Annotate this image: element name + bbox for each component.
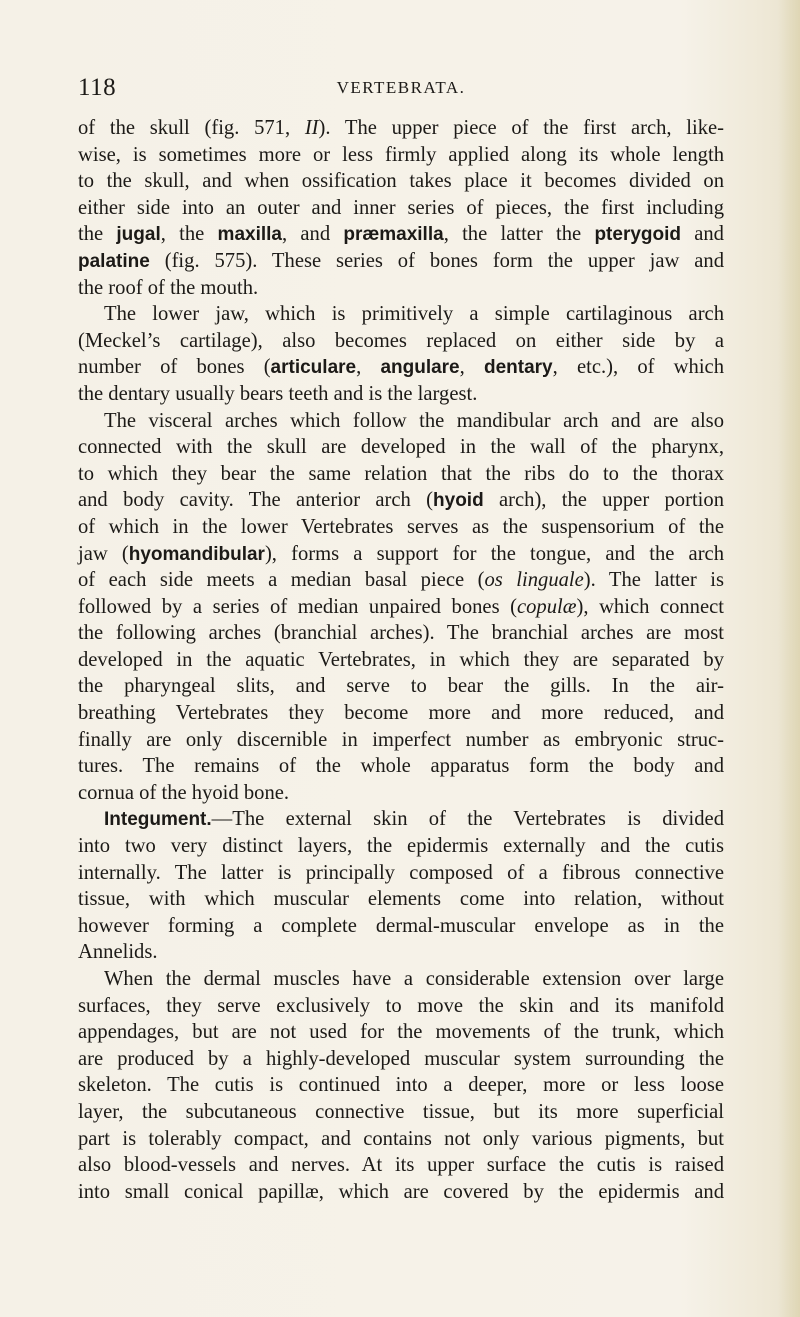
text-run: to the skull, and when ossification takes place it becomes divided on [78, 170, 724, 193]
text-run: however forming a complete dermal-muscular envelope as in the [78, 914, 724, 937]
bold-term: præmaxilla [343, 224, 444, 246]
text-line [78, 833, 724, 860]
text-run: appendages, but are not used for the movements of the trunk, which [78, 1021, 724, 1044]
text-run: internally. The latter is principally composed of a fibrous connective [78, 861, 724, 884]
text-line [78, 115, 724, 142]
text-line [78, 647, 724, 674]
bold-term: hyoid [433, 490, 484, 512]
text-run: to which they bear the same relation that the ribs do to the thorax [78, 462, 724, 485]
text-run: the [78, 223, 117, 246]
text-line [78, 1072, 724, 1099]
text-line [78, 195, 724, 222]
text-line [78, 541, 724, 568]
bold-term: angulare [380, 357, 460, 379]
text-run: part is tolerably compact, and contains not only various pigments, but [78, 1127, 724, 1150]
text-line [78, 354, 724, 381]
text-line [78, 860, 724, 887]
text-run: breathing Vertebrates they become more and more reduced, and [78, 702, 724, 725]
running-title: VERTEBRATA. [336, 78, 466, 97]
text-line [78, 913, 724, 940]
text-run: the following arches (branchial arches). The branchial arches are most [78, 622, 724, 645]
bold-term: jugal [116, 224, 161, 246]
text-line [78, 886, 724, 913]
text-run: ). The upper piece of the first arch, like- [318, 117, 724, 139]
text-line [78, 142, 724, 169]
text-line [78, 1046, 724, 1073]
text-line [78, 514, 724, 541]
text-line [78, 1126, 724, 1153]
text-line [78, 594, 724, 621]
italic-term: copulæ [517, 595, 577, 618]
text-line [78, 221, 724, 248]
text-run: also blood-vessels and nerves. At its upper surface the cutis is raised [78, 1154, 724, 1177]
text-line [78, 753, 724, 780]
text-line [78, 1099, 724, 1126]
text-line [78, 993, 724, 1020]
text-line [78, 487, 724, 514]
text-line [78, 461, 724, 488]
text-line [78, 1152, 724, 1179]
text-run: jaw ( [78, 542, 129, 565]
text-run: and [681, 223, 724, 246]
text-run: the roof of the mouth. [78, 276, 259, 299]
text-run: are produced by a highly-developed muscular system surrounding the [78, 1047, 724, 1070]
text-run: The lower jaw, which is primitively a simple cartilaginous arch [104, 303, 724, 326]
text-line [78, 1019, 724, 1046]
text-run: , [459, 356, 484, 379]
text-line [78, 381, 724, 408]
text-line [78, 1179, 724, 1206]
text-run: , etc.), of which [552, 356, 724, 379]
text-run: arch), the upper portion [483, 489, 724, 512]
text-run: cornua of the hyoid bone. [78, 781, 290, 804]
page-edge-shadow [778, 0, 800, 1317]
bold-term: palatine [78, 250, 150, 272]
text-line [78, 700, 724, 727]
text-line [78, 727, 724, 754]
bold-term: articulare [270, 357, 357, 379]
text-run: , and [281, 223, 344, 246]
text-run: tissue, with which muscular elements come into relation, without [78, 888, 724, 911]
text-line [78, 434, 724, 461]
text-run: ), forms a support for the tongue, and the arch [264, 542, 724, 565]
text-line [78, 806, 724, 833]
text-line [78, 939, 724, 966]
text-run: into two very distinct layers, the epidermis externally and the cutis [78, 835, 724, 858]
text-line [78, 248, 724, 275]
text-line [78, 275, 724, 302]
text-run: developed in the aquatic Vertebrates, in which they are separated by [78, 648, 724, 671]
text-run: the dentary usually bears teeth and is the largest. [78, 382, 478, 405]
bold-term: dentary [483, 357, 553, 379]
page-number: 118 [78, 74, 117, 101]
text-run: Annelids. [78, 941, 158, 964]
text-run: of which in the lower Vertebrates serves as the suspensorium of the [78, 515, 724, 538]
text-run: , the latter the [443, 223, 595, 246]
text-run: , [356, 356, 381, 379]
text-line [78, 780, 724, 807]
italic-term: os linguale [484, 569, 584, 592]
text-run: tures. The remains of the whole apparatus form the body and [78, 755, 724, 778]
text-run: , the [160, 223, 218, 246]
text-run: —The external skin of the Vertebrates is divided [211, 808, 724, 831]
italic-term: II [304, 117, 319, 139]
text-run: finally are only discernible in imperfect number as embryonic struc- [78, 728, 724, 751]
text-run: (Meckel’s cartilage), also becomes replaced on either side by a [78, 329, 724, 352]
text-line [78, 567, 724, 594]
bold-term: maxilla [217, 224, 282, 246]
text-run: surfaces, they serve exclusively to move the skin and its manifold [78, 994, 724, 1017]
text-run: skeleton. The cutis is continued into a deeper, more or less loose [78, 1074, 724, 1097]
text-line [78, 168, 724, 195]
text-run: and body cavity. The anterior arch ( [78, 489, 434, 512]
text-line [78, 966, 724, 993]
text-run: The visceral arches which follow the mandibular arch and are also [104, 409, 724, 432]
text-run: number of bones ( [78, 356, 271, 379]
text-run: layer, the subcutaneous connective tissue, but its more superficial [78, 1100, 724, 1123]
text-run: (fig. 575). These series of bones form the upper jaw and [149, 249, 724, 272]
bold-term: pterygoid [594, 224, 681, 246]
text-run: connected with the skull are developed in the wall of the pharynx, [78, 436, 724, 459]
body-text [78, 115, 724, 1205]
text-run: of the skull (fig. 571, [78, 117, 305, 139]
text-run: the pharyngeal slits, and serve to bear the gills. In the air- [78, 675, 724, 698]
text-line [78, 408, 724, 435]
bold-term: Integument. [104, 809, 212, 831]
text-line [78, 620, 724, 647]
text-line [78, 673, 724, 700]
bold-term: hyomandibular [128, 543, 265, 565]
text-run: of each side meets a median basal piece ( [78, 569, 485, 592]
text-line [78, 301, 724, 328]
text-run: followed by a series of median unpaired bones ( [78, 595, 517, 618]
text-run: When the dermal muscles have a considerable extension over large [104, 968, 724, 990]
text-run: ). The latter is [583, 569, 724, 592]
text-run: wise, is sometimes more or less firmly applied along its whole length [78, 143, 724, 166]
text-line [78, 328, 724, 355]
page-header [78, 74, 724, 104]
text-run: ), which connect [576, 595, 724, 618]
text-run: into small conical papillæ, which are covered by the epidermis and [78, 1180, 724, 1203]
text-run: either side into an outer and inner series of pieces, the first including [78, 196, 724, 219]
